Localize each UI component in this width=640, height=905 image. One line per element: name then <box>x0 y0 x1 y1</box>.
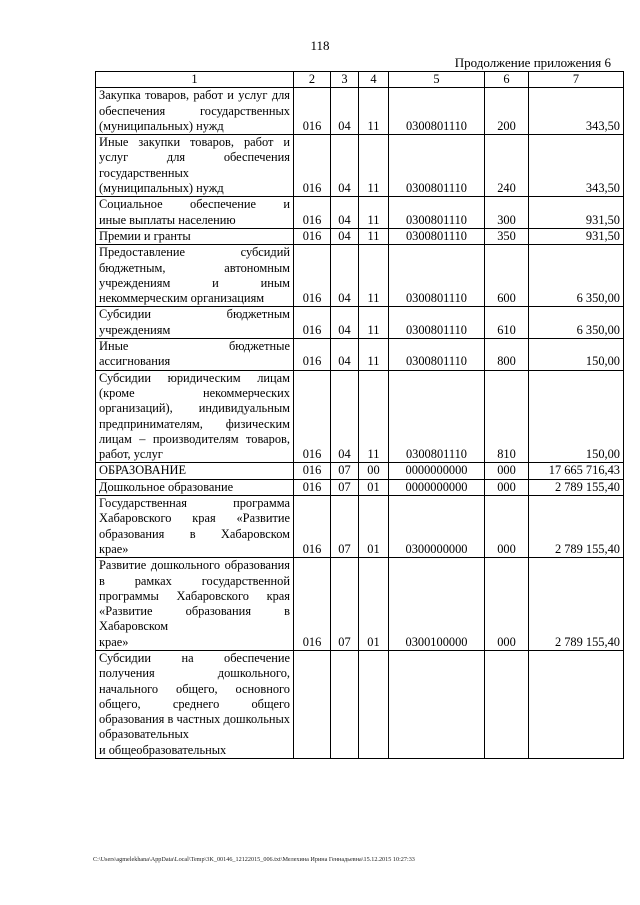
table-row <box>96 558 624 651</box>
row-name-cell <box>96 245 294 307</box>
col-5-cell: 0000000000 <box>389 463 485 479</box>
row-name-line: физическим лицам – <box>99 416 290 446</box>
row-name-line: образования в частных <box>99 712 221 727</box>
col-4-cell: 01 <box>359 479 389 495</box>
col-3-cell: 04 <box>331 88 359 135</box>
col-6-cell: 000 <box>485 558 529 651</box>
page-number: 118 <box>310 38 330 53</box>
table-row <box>96 650 624 758</box>
col-2-cell: 016 <box>294 339 331 371</box>
col-2-cell: 016 <box>294 197 331 229</box>
row-name-line: Хабаровского края «Развитие <box>99 588 290 619</box>
row-name-line: крае» <box>99 634 129 649</box>
row-name-cell <box>96 496 294 558</box>
column-header: 1 <box>96 72 294 88</box>
amount-cell: 931,50 <box>529 228 624 244</box>
row-name-line: общего, среднего общего <box>99 696 290 711</box>
col-3-cell: 04 <box>331 245 359 307</box>
table-row <box>96 307 624 339</box>
col-3-cell: 04 <box>331 307 359 339</box>
table-row <box>96 479 624 495</box>
col-2-cell <box>294 650 331 758</box>
row-name-line: Социальное обеспечение и <box>99 197 290 212</box>
col-4-cell: 11 <box>359 339 389 371</box>
row-name-line: Закупка товаров, работ и услуг <box>99 88 268 103</box>
row-name-line: Субсидии бюджетным <box>99 307 290 322</box>
row-name-line: бюджетным, автономным <box>99 260 290 275</box>
table-row <box>96 496 624 558</box>
row-name-line: Предоставление субсидий <box>99 245 290 260</box>
row-name-line: образования в Хабаровском <box>99 526 290 541</box>
col-3-cell: 04 <box>331 339 359 371</box>
row-name-line: работ, услуг <box>99 447 163 462</box>
row-name-line: (кроме некоммерческих <box>99 385 290 400</box>
col-5-cell: 0300801110 <box>389 307 485 339</box>
col-5-cell: 0300801110 <box>389 197 485 229</box>
col-3-cell: 07 <box>331 463 359 479</box>
table-row <box>96 228 624 244</box>
column-header: 2 <box>294 72 331 88</box>
row-name-line: иные выплаты населению <box>99 212 236 227</box>
row-name-line: Государственная программа <box>99 496 290 511</box>
row-name-line: государственной программы <box>99 573 290 603</box>
col-2-cell: 016 <box>294 463 331 479</box>
col-3-cell: 07 <box>331 496 359 558</box>
col-4-cell: 01 <box>359 558 389 651</box>
row-name-line: Дошкольное образование <box>99 479 234 494</box>
row-name-line: организаций), <box>99 401 173 416</box>
col-5-cell: 0300000000 <box>389 496 485 558</box>
col-5-cell: 0300801110 <box>389 245 485 307</box>
row-name-line: образования в Хабаровском <box>99 604 290 634</box>
table-row <box>96 135 624 197</box>
file-path-footer: C:\Users\agmelekhana\AppData\Local\Temp\3K_00146_12122015_006.txt\Мелехина Ирина Геннадьевна\15.12.2015 10:27:33 <box>93 856 415 863</box>
row-name-line: образования в рамках <box>99 558 290 588</box>
col-6-cell: 800 <box>485 339 529 371</box>
col-3-cell: 04 <box>331 197 359 229</box>
amount-cell: 2 789 155,40 <box>529 479 624 495</box>
row-name-cell <box>96 370 294 463</box>
table-row <box>96 88 624 135</box>
row-name-line: некоммерческим организациям <box>99 291 265 306</box>
col-3-cell: 04 <box>331 135 359 197</box>
table-row <box>96 197 624 229</box>
col-4-cell <box>359 650 389 758</box>
table-header-row <box>96 72 624 88</box>
row-name-line: (муниципальных) нужд <box>99 118 224 133</box>
col-3-cell: 04 <box>331 228 359 244</box>
col-3-cell: 07 <box>331 558 359 651</box>
col-2-cell: 016 <box>294 135 331 197</box>
row-name-cell <box>96 463 294 479</box>
col-6-cell: 350 <box>485 228 529 244</box>
row-name-line: ассигнования <box>99 354 171 369</box>
row-name-line: производителям товаров, <box>152 431 290 446</box>
col-5-cell: 0300801110 <box>389 339 485 371</box>
col-4-cell: 11 <box>359 307 389 339</box>
row-name-line: Хабаровского края «Развитие <box>99 511 290 526</box>
col-5-cell: 0300801110 <box>389 370 485 463</box>
amount-cell: 931,50 <box>529 197 624 229</box>
row-name-line: государственных <box>99 165 190 180</box>
table-row <box>96 463 624 479</box>
row-name-line: услуг для обеспечения <box>99 150 290 165</box>
row-name-line: индивидуальным <box>198 401 290 416</box>
row-name-cell <box>96 307 294 339</box>
row-name-cell <box>96 197 294 229</box>
row-name-line: и общеобразовательных <box>99 742 227 757</box>
col-2-cell: 016 <box>294 479 331 495</box>
row-name-line: Премии и гранты <box>99 228 191 243</box>
row-name-line: предпринимателям, <box>99 416 203 431</box>
budget-table <box>95 71 624 759</box>
col-6-cell: 240 <box>485 135 529 197</box>
col-4-cell: 11 <box>359 88 389 135</box>
amount-cell: 343,50 <box>529 135 624 197</box>
row-name-line: учреждениям <box>99 322 171 337</box>
col-2-cell: 016 <box>294 245 331 307</box>
column-header: 7 <box>529 72 624 88</box>
row-name-line: государственных <box>199 103 290 118</box>
col-3-cell <box>331 650 359 758</box>
col-4-cell: 11 <box>359 370 389 463</box>
col-2-cell: 016 <box>294 88 331 135</box>
column-header: 6 <box>485 72 529 88</box>
row-name-cell <box>96 339 294 371</box>
appendix-continuation-label: Продолжение приложения 6 <box>454 55 611 70</box>
col-5-cell: 0300801110 <box>389 88 485 135</box>
row-name-cell <box>96 558 294 651</box>
amount-cell: 17 665 716,43 <box>529 463 624 479</box>
col-6-cell: 610 <box>485 307 529 339</box>
row-name-cell <box>96 650 294 758</box>
column-header: 5 <box>389 72 485 88</box>
row-name-cell <box>96 88 294 135</box>
col-6-cell: 000 <box>485 463 529 479</box>
table-row <box>96 245 624 307</box>
col-6-cell: 200 <box>485 88 529 135</box>
col-6-cell: 000 <box>485 479 529 495</box>
col-6-cell: 000 <box>485 496 529 558</box>
amount-cell: 2 789 155,40 <box>529 496 624 558</box>
col-5-cell: 0300801110 <box>389 228 485 244</box>
col-2-cell: 016 <box>294 228 331 244</box>
row-name-line: Иные закупки товаров, работ и <box>99 135 290 150</box>
amount-cell: 150,00 <box>529 339 624 371</box>
col-2-cell: 016 <box>294 307 331 339</box>
col-3-cell: 04 <box>331 370 359 463</box>
col-6-cell <box>485 650 529 758</box>
row-name-line: учреждениям и иным <box>99 275 290 290</box>
col-4-cell: 11 <box>359 245 389 307</box>
amount-cell <box>529 650 624 758</box>
table-row <box>96 370 624 463</box>
row-name-line: (муниципальных) нужд <box>99 181 224 196</box>
col-4-cell: 11 <box>359 228 389 244</box>
col-4-cell: 11 <box>359 197 389 229</box>
col-2-cell: 016 <box>294 370 331 463</box>
row-name-line: Развитие дошкольного <box>99 558 221 573</box>
col-6-cell: 300 <box>485 197 529 229</box>
col-4-cell: 01 <box>359 496 389 558</box>
col-3-cell: 07 <box>331 479 359 495</box>
row-name-line: дошкольных образовательных <box>99 712 290 742</box>
col-4-cell: 11 <box>359 135 389 197</box>
col-6-cell: 810 <box>485 370 529 463</box>
column-header: 3 <box>331 72 359 88</box>
col-5-cell: 0300801110 <box>389 135 485 197</box>
amount-cell: 6 350,00 <box>529 307 624 339</box>
col-5-cell: 0000000000 <box>389 479 485 495</box>
col-5-cell: 0300100000 <box>389 558 485 651</box>
col-6-cell: 600 <box>485 245 529 307</box>
row-name-line: для обеспечения <box>99 88 290 118</box>
row-name-line: Субсидии на обеспечение <box>99 650 290 665</box>
table-row <box>96 339 624 371</box>
amount-cell: 6 350,00 <box>529 245 624 307</box>
amount-cell: 150,00 <box>529 370 624 463</box>
row-name-line: получения дошкольного, <box>99 666 290 681</box>
row-name-line: крае» <box>99 541 129 556</box>
col-2-cell: 016 <box>294 496 331 558</box>
row-name-cell <box>96 479 294 495</box>
row-name-line: Иные бюджетные <box>99 339 290 354</box>
amount-cell: 343,50 <box>529 88 624 135</box>
column-header: 4 <box>359 72 389 88</box>
row-name-line: Субсидии юридическим лицам <box>99 370 290 385</box>
col-5-cell <box>389 650 485 758</box>
col-4-cell: 00 <box>359 463 389 479</box>
row-name-cell <box>96 135 294 197</box>
col-2-cell: 016 <box>294 558 331 651</box>
amount-cell: 2 789 155,40 <box>529 558 624 651</box>
row-name-line: ОБРАЗОВАНИЕ <box>99 463 187 478</box>
row-name-cell <box>96 228 294 244</box>
row-name-line: начального общего, основного <box>99 681 290 696</box>
